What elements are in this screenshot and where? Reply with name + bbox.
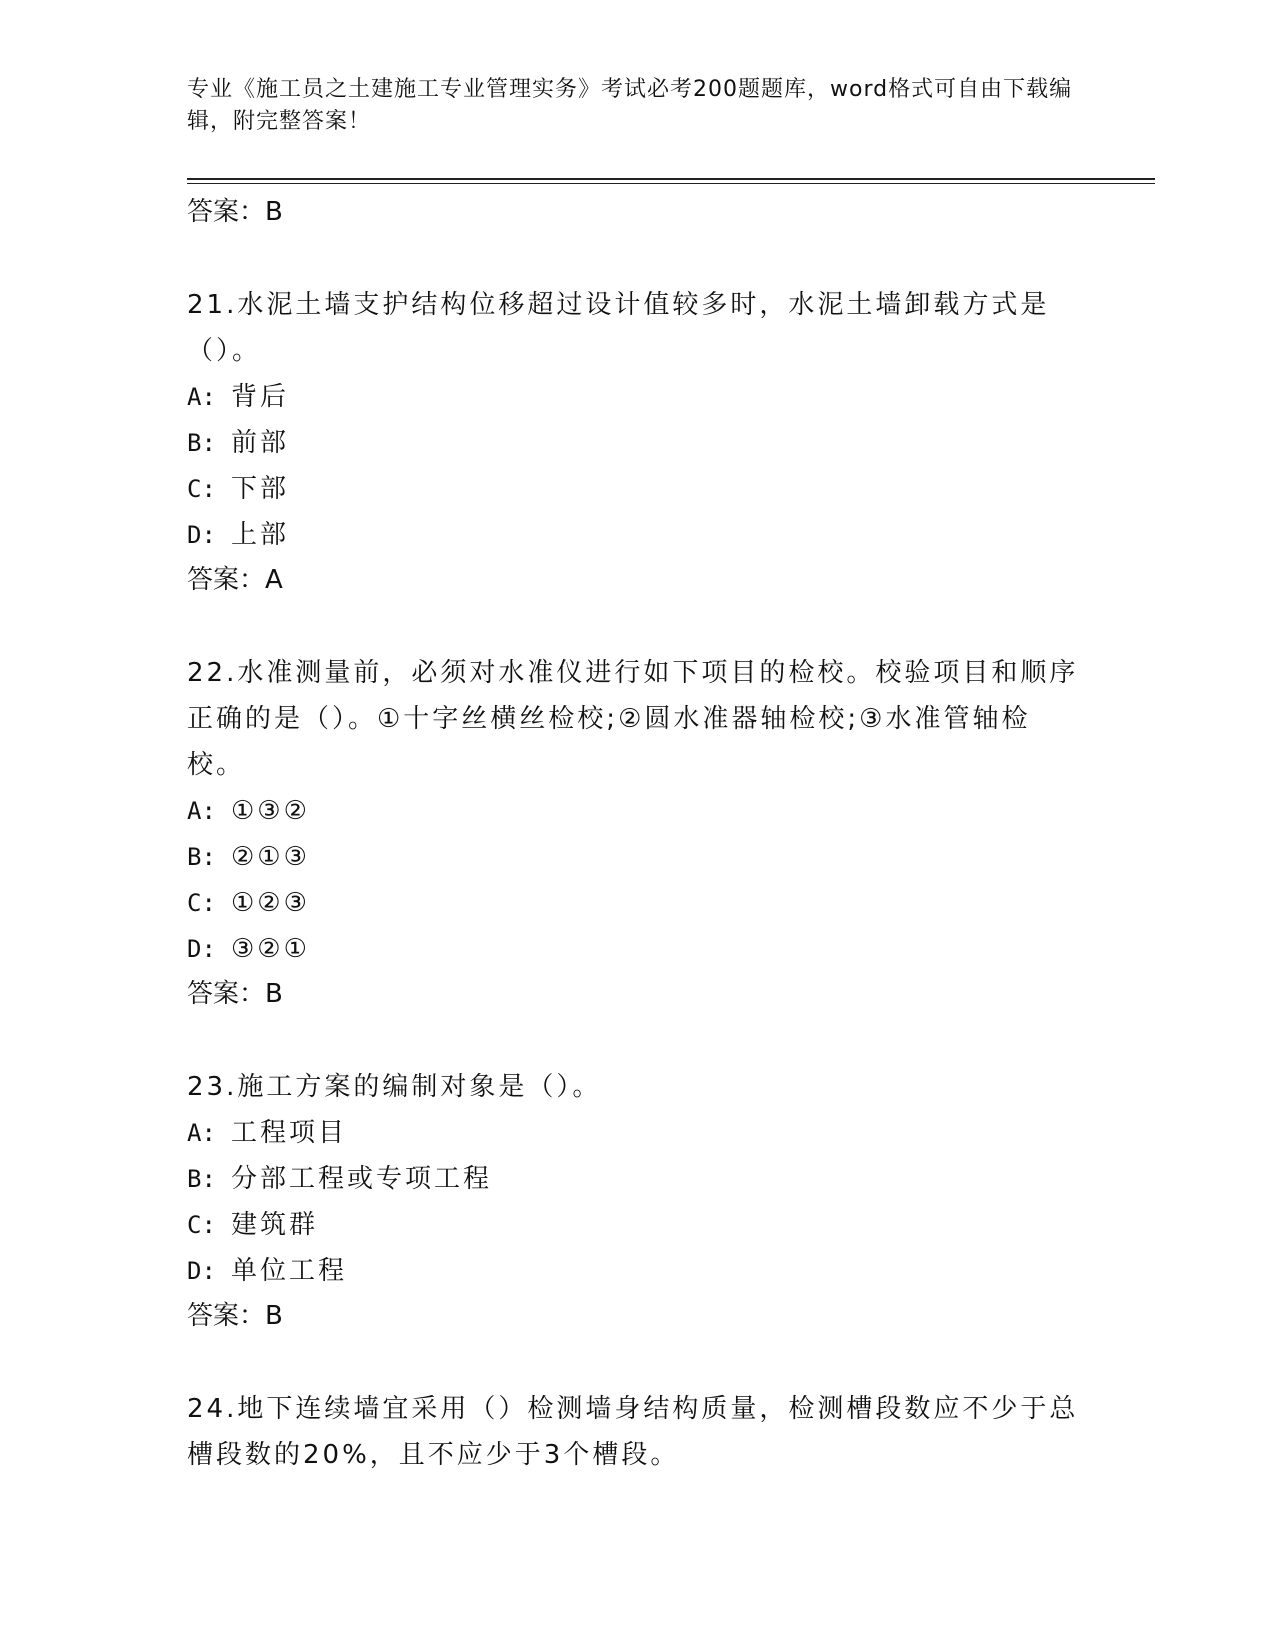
answer-line: 答案：B	[187, 1301, 283, 1331]
option-text: 前部	[231, 428, 290, 458]
option-d	[187, 1248, 1087, 1294]
option-letter: C:	[187, 1211, 216, 1239]
option-letter: B:	[187, 429, 216, 457]
option-letter: A:	[187, 1119, 216, 1147]
option-letter: D:	[187, 1257, 216, 1285]
question-stem: 24.地下连续墙宜采用（）检测墙身结构质量，检测槽段数应不少于总槽段数的20%，且不应少于3个槽段。	[187, 1394, 1079, 1470]
option-letter: C:	[187, 475, 216, 503]
option-letter: B:	[187, 843, 216, 871]
option-text: ②①③	[231, 842, 310, 872]
option-c	[187, 880, 1087, 926]
question-list	[187, 190, 1087, 1478]
option-text: ①②③	[231, 888, 310, 918]
answer-line: 答案：B	[187, 197, 283, 227]
answer-line: 答案：B	[187, 979, 283, 1009]
document-header: 专业《施工员之土建施工专业管理实务》考试必考200题题库，word格式可自由下载编辑，附完整答案！	[187, 77, 1073, 134]
header-rule-thick	[187, 178, 1155, 180]
option-b	[187, 420, 1087, 466]
option-a	[187, 374, 1087, 420]
option-text: 建筑群	[231, 1210, 319, 1240]
option-b	[187, 834, 1087, 880]
question-stem: 22.水准测量前，必须对水准仪进行如下项目的检校。校验项目和顺序正确的是（）。①十字丝横丝检校;②圆水准器轴检校;③水准管轴检校。	[187, 658, 1079, 780]
option-text: 背后	[231, 382, 290, 412]
option-c	[187, 1202, 1087, 1248]
option-text: 上部	[231, 520, 290, 550]
question-stem: 23.施工方案的编制对象是（）。	[187, 1072, 602, 1102]
header-rule-thin	[187, 183, 1155, 184]
option-text: ①③②	[231, 796, 310, 826]
option-text: 工程项目	[231, 1118, 348, 1148]
option-text: 分部工程或专项工程	[231, 1164, 493, 1194]
option-d	[187, 926, 1087, 972]
question-stem: 21.水泥土墙支护结构位移超过设计值较多时，水泥土墙卸载方式是（）。	[187, 290, 1050, 366]
option-text: 单位工程	[231, 1256, 348, 1286]
option-letter: C:	[187, 889, 216, 917]
option-letter: D:	[187, 935, 216, 963]
option-letter: D:	[187, 521, 216, 549]
option-text: 下部	[231, 474, 290, 504]
option-a	[187, 788, 1087, 834]
option-letter: A:	[187, 383, 216, 411]
option-letter: A:	[187, 797, 216, 825]
option-a	[187, 1110, 1087, 1156]
option-c	[187, 466, 1087, 512]
option-text: ③②①	[231, 934, 310, 964]
option-letter: B:	[187, 1165, 216, 1193]
answer-line: 答案：A	[187, 565, 283, 595]
option-d	[187, 512, 1087, 558]
option-b	[187, 1156, 1087, 1202]
